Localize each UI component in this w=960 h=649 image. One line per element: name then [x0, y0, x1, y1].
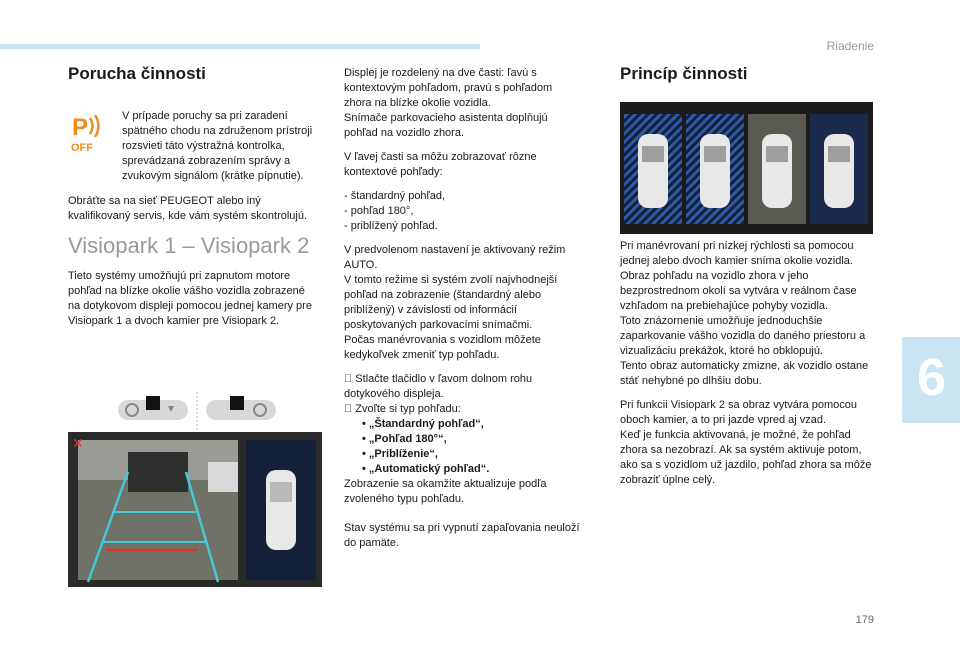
- section-heading-principle: Princíp činnosti: [620, 64, 748, 83]
- views-intro: V ľavej časti sa môžu zobrazovať rôzne kontextové pohľady:: [344, 151, 537, 178]
- view-option-text: • „Automatický pohľad“.: [362, 463, 490, 475]
- section-heading-failure: Porucha činnosti: [68, 64, 206, 83]
- change-view-text: Počas manévrovania s vozidlom môžete kedykoľvek zmeniť typ pohľadu.: [344, 334, 541, 361]
- view-option: [362, 432, 580, 447]
- view-buttons-illustration: [118, 392, 278, 430]
- top-accent-bar: [0, 44, 480, 49]
- warning-block: [68, 109, 318, 184]
- svg-text:✕: ✕: [72, 435, 84, 451]
- display-split-text: Displej je rozdelený na dve časti: ľavú s kontextovým pohľadom, pravú s pohľadom zhora na blízke okolie vozidla.: [344, 67, 553, 109]
- camera-view-image: [68, 432, 322, 587]
- middle-column: [344, 66, 580, 560]
- warning-text: V prípade poruchy sa pri zaradení spätného chodu na združenom prístroji rozsvieti táto výstražná kontrolka, sprevádzaná zobrazením správy a zvukovým signálom (krátke pípnutie).: [122, 110, 313, 182]
- off-label: OFF: [71, 142, 93, 153]
- chapter-number: 6: [917, 349, 946, 407]
- parking-warning-icon: [68, 109, 112, 153]
- page-number: 179: [855, 614, 874, 626]
- view-item: - priblížený pohľad.: [344, 220, 438, 232]
- contact-text: Obráťte sa na sieť PEUGEOT alebo iný kvalifikovaný servis, kde vám systém skontrolujú.: [68, 195, 308, 222]
- view-item: - pohľad 180°,: [344, 205, 414, 217]
- principle-text-1: Pri manévrovaní pri nízkej rýchlosti sa pomocou jednej alebo dvoch kamier sníma okolie vozidla.: [620, 240, 854, 267]
- view-item: - štandardný pohľad,: [344, 190, 446, 202]
- mode-text: V tomto režime si systém zvolí najvhodnejší pohľad na zobrazenie (štandardný alebo priblížený) v závislosti od informácií poskytovaných parkovacími snímačmi.: [344, 274, 558, 331]
- intro-text: Tieto systémy umožňujú pri zapnutom motore pohľad na blízke okolie vášho vozidla zobrazené na dotykovom displeji pomocou jednej kamery pre Visiopark 1 a dvoch kamier pre Visiopark 2.: [68, 270, 312, 327]
- memory-text: Stav systému sa pri vypnutí zapaľovania neuloží do pamäte.: [344, 522, 580, 549]
- view-option: [362, 447, 580, 462]
- chapter-title: Riadenie: [826, 39, 874, 53]
- principle-text-4: Tento obraz automaticky zmizne, ak vozidlo ostane stáť nehybné po dlhšiu dobu.: [620, 360, 869, 387]
- view-option: [362, 462, 580, 477]
- step-2: Zvoľte si typ pohľadu:: [344, 403, 450, 415]
- principle-text-2: Obraz pohľadu na vozidlo zhora v jeho bezprostrednom okolí sa vytvára v reálnom čase vzhľadom na prebiehajúce pohyby vozidla.: [620, 270, 857, 312]
- auto-text: V predvolenom nastavení je aktivovaný režim AUTO.: [344, 244, 566, 271]
- right-text: [620, 239, 880, 497]
- view-option-text: • „Priblíženie“,: [362, 448, 438, 460]
- top-view-sequence-image: [620, 102, 873, 234]
- view-option-text: • „Štandardný pohľad“,: [362, 418, 484, 430]
- view-option-text: • „Pohľad 180°“,: [362, 433, 447, 445]
- visiopark2-text-2: Keď je funkcia aktivovaná, je možné, že pohľad zhora sa nezobrazí. Ak sa systém aktivuje potom, ako sa s vozidlom už jazdilo, pohľad zhora sa môže zobraziť úplne celý.: [620, 429, 872, 486]
- visiopark-title: Visiopark 1 – Visiopark 2: [68, 233, 310, 258]
- view-option: [362, 417, 580, 432]
- step-1: Stlačte tlačidlo v ľavom dolnom rohu dotykového displeja.: [344, 373, 521, 400]
- update-text: Zobrazenie sa okamžite aktualizuje podľa zvoleného typu pohľadu.: [344, 478, 547, 505]
- svg-text:P: P: [72, 114, 89, 141]
- principle-text-3: Toto znázornenie umožňuje jednoduchšie zaparkovanie vášho vozidla do daného priestoru a vizualizáciu prekážok, ktoré ho obklopujú.: [620, 315, 866, 357]
- left-column: [68, 66, 318, 338]
- sensors-text: Snímače parkovacieho asistenta doplňujú pohľad na vozidlo zhora.: [344, 112, 548, 139]
- visiopark2-text-1: Pri funkcii Visiopark 2 sa obraz vytvára pomocou oboch kamier, a to pri jazde vpred aj vzad.: [620, 399, 858, 426]
